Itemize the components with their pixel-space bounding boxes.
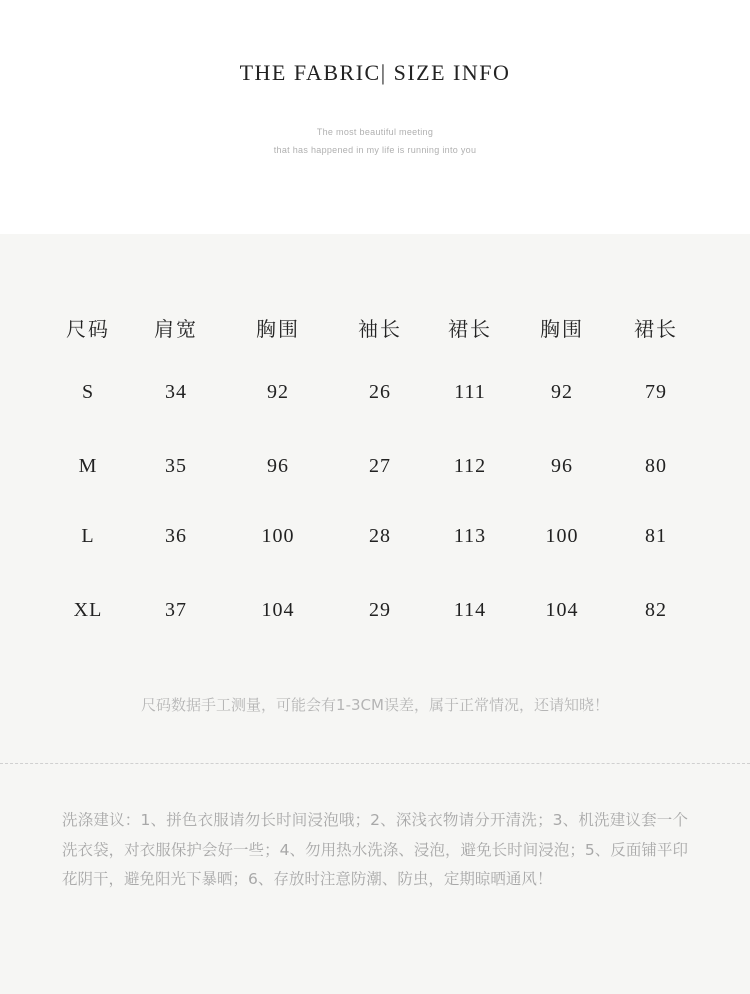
size-label-cell: XL [73,599,103,621]
subtitle-line-2: that has happened in my life is running into you [273,145,477,155]
table-cell: 113 [453,525,487,547]
table-header-cell: 肩宽 [154,317,198,341]
table-cell: 82 [645,599,667,621]
size-label-cell: L [81,525,95,547]
table-cell: 112 [453,455,487,477]
table-header-cell: 尺码 [66,317,110,341]
table-cell: 111 [454,381,486,403]
care-instructions: 洗涤建议：1、拼色衣服请勿长时间浸泡哦；2、深浅衣物请分开清洗；3、机洗建议套一个洗衣袋，对衣服保护会好一些；4、勿用热水洗涤、浸泡，避免长时间浸泡；5、反面铺平印花阴干，避免阳光下暴晒；6、存放时注意防潮、防虫，定期晾晒通风！ [62,811,688,888]
measurement-note: 尺码数据手工测量，可能会有1-3CM误差，属于正常情况，还请知晓！ [141,696,609,714]
table-cell: 100 [261,525,295,547]
size-label-cell: S [81,381,95,403]
table-cell: 35 [165,455,187,477]
subtitle-line-1: The most beautiful meeting [316,127,434,137]
table-cell: 104 [261,599,295,621]
table-header-cell: 胸围 [256,317,300,341]
table-cell: 37 [165,599,187,621]
table-cell: 34 [165,381,187,403]
table-cell: 26 [369,381,391,403]
table-header-cell: 裙长 [448,317,492,341]
table-cell: 80 [645,455,667,477]
table-cell: 114 [453,599,487,621]
table-cell: 92 [551,381,573,403]
table-cell: 104 [545,599,579,621]
table-cell: 81 [645,525,667,547]
table-cell: 79 [645,381,667,403]
table-cell: 27 [369,455,391,477]
table-cell: 28 [369,525,391,547]
table-header-cell: 胸围 [540,317,584,341]
table-cell: 96 [551,455,573,477]
table-cell: 29 [369,599,391,621]
table-cell: 92 [267,381,289,403]
dashed-divider [0,763,750,764]
size-label-cell: M [78,455,98,477]
table-cell: 100 [545,525,579,547]
table-cell: 96 [267,455,289,477]
table-header-cell: 裙长 [634,317,678,341]
table-cell: 36 [165,525,187,547]
table-header-cell: 袖长 [358,317,402,341]
header-section [0,0,750,234]
page-title: THE FABRIC| SIZE INFO [239,60,511,85]
